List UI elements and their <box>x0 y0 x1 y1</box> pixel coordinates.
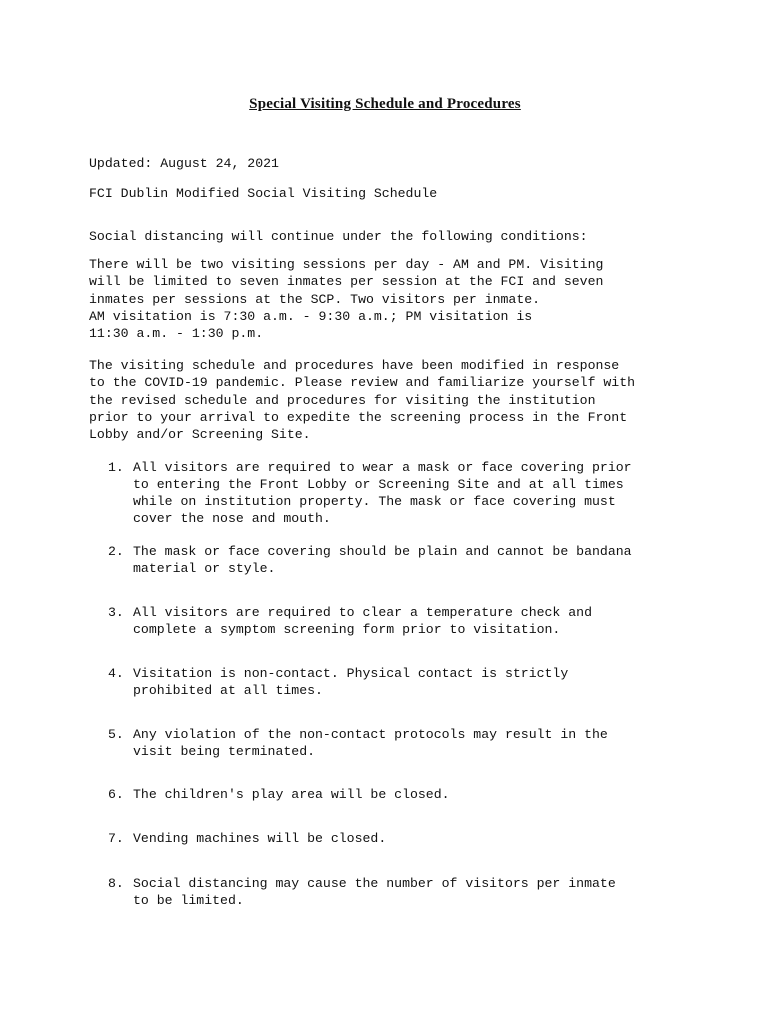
updated-date: Updated: August 24, 2021 <box>89 156 279 171</box>
list-item-line: to be limited. <box>133 893 244 908</box>
paragraph-line: prior to your arrival to expedite the screening process in the Front <box>89 409 628 425</box>
paragraph-line: AM visitation is 7:30 a.m. - 9:30 a.m.; PM visitation is <box>89 308 533 324</box>
list-item-number: 5. <box>108 727 124 742</box>
list-item-line: Vending machines will be closed. <box>133 831 387 846</box>
list-item <box>108 726 688 760</box>
modified-schedule-paragraph <box>89 357 685 443</box>
document-title: Special Visiting Schedule and Procedures <box>249 96 521 112</box>
list-item-number: 8. <box>108 876 124 891</box>
list-item-line: All visitors are required to clear a temperature check and <box>133 605 592 620</box>
list-item-line: complete a symptom screening form prior to visitation. <box>133 622 561 637</box>
list-item <box>108 786 688 803</box>
paragraph-line: inmates per sessions at the SCP. Two visitors per inmate. <box>89 291 541 307</box>
list-item-line: cover the nose and mouth. <box>133 511 331 526</box>
list-item <box>108 830 688 847</box>
list-item-line: material or style. <box>133 561 276 576</box>
paragraph-line: 11:30 a.m. - 1:30 p.m. <box>89 326 264 342</box>
paragraph-line: Lobby and/or Screening Site. <box>89 427 311 443</box>
paragraph-line: to the COVID-19 pandemic. Please review and familiarize yourself with <box>89 375 636 391</box>
list-item <box>108 543 688 577</box>
sessions-paragraph <box>89 256 685 342</box>
list-item-line: while on institution property. The mask or face covering must <box>133 494 616 509</box>
list-item <box>108 875 688 909</box>
list-item-line: Any violation of the non-contact protocols may result in the <box>133 727 608 742</box>
list-item-number: 2. <box>108 544 124 559</box>
list-item <box>108 665 688 699</box>
conditions-intro: Social distancing will continue under the following conditions: <box>89 229 588 244</box>
list-item-number: 6. <box>108 787 124 802</box>
list-item-line: The children's play area will be closed. <box>133 787 450 802</box>
paragraph-line: There will be two visiting sessions per day - AM and PM. Visiting <box>89 257 604 272</box>
list-item <box>108 604 688 638</box>
list-item-line: All visitors are required to wear a mask or face covering prior <box>133 460 632 475</box>
list-item-number: 7. <box>108 831 124 846</box>
list-item-number: 1. <box>108 460 124 475</box>
list-item <box>108 459 688 527</box>
paragraph-line: will be limited to seven inmates per session at the FCI and seven <box>89 274 604 290</box>
list-item-number: 4. <box>108 666 124 681</box>
list-item-line: to entering the Front Lobby or Screening Site and at all times <box>133 477 624 492</box>
list-item-line: Visitation is non-contact. Physical contact is strictly <box>133 666 569 681</box>
paragraph-line: The visiting schedule and procedures have been modified in response <box>89 358 620 373</box>
list-item-line: The mask or face covering should be plain and cannot be bandana <box>133 544 632 559</box>
list-item-line: Social distancing may cause the number of visitors per inmate <box>133 876 616 891</box>
list-item-line: prohibited at all times. <box>133 683 323 698</box>
document-subtitle: FCI Dublin Modified Social Visiting Schedule <box>89 186 438 201</box>
list-item-line: visit being terminated. <box>133 744 316 759</box>
list-item-number: 3. <box>108 605 124 620</box>
paragraph-line: the revised schedule and procedures for visiting the institution <box>89 392 596 408</box>
